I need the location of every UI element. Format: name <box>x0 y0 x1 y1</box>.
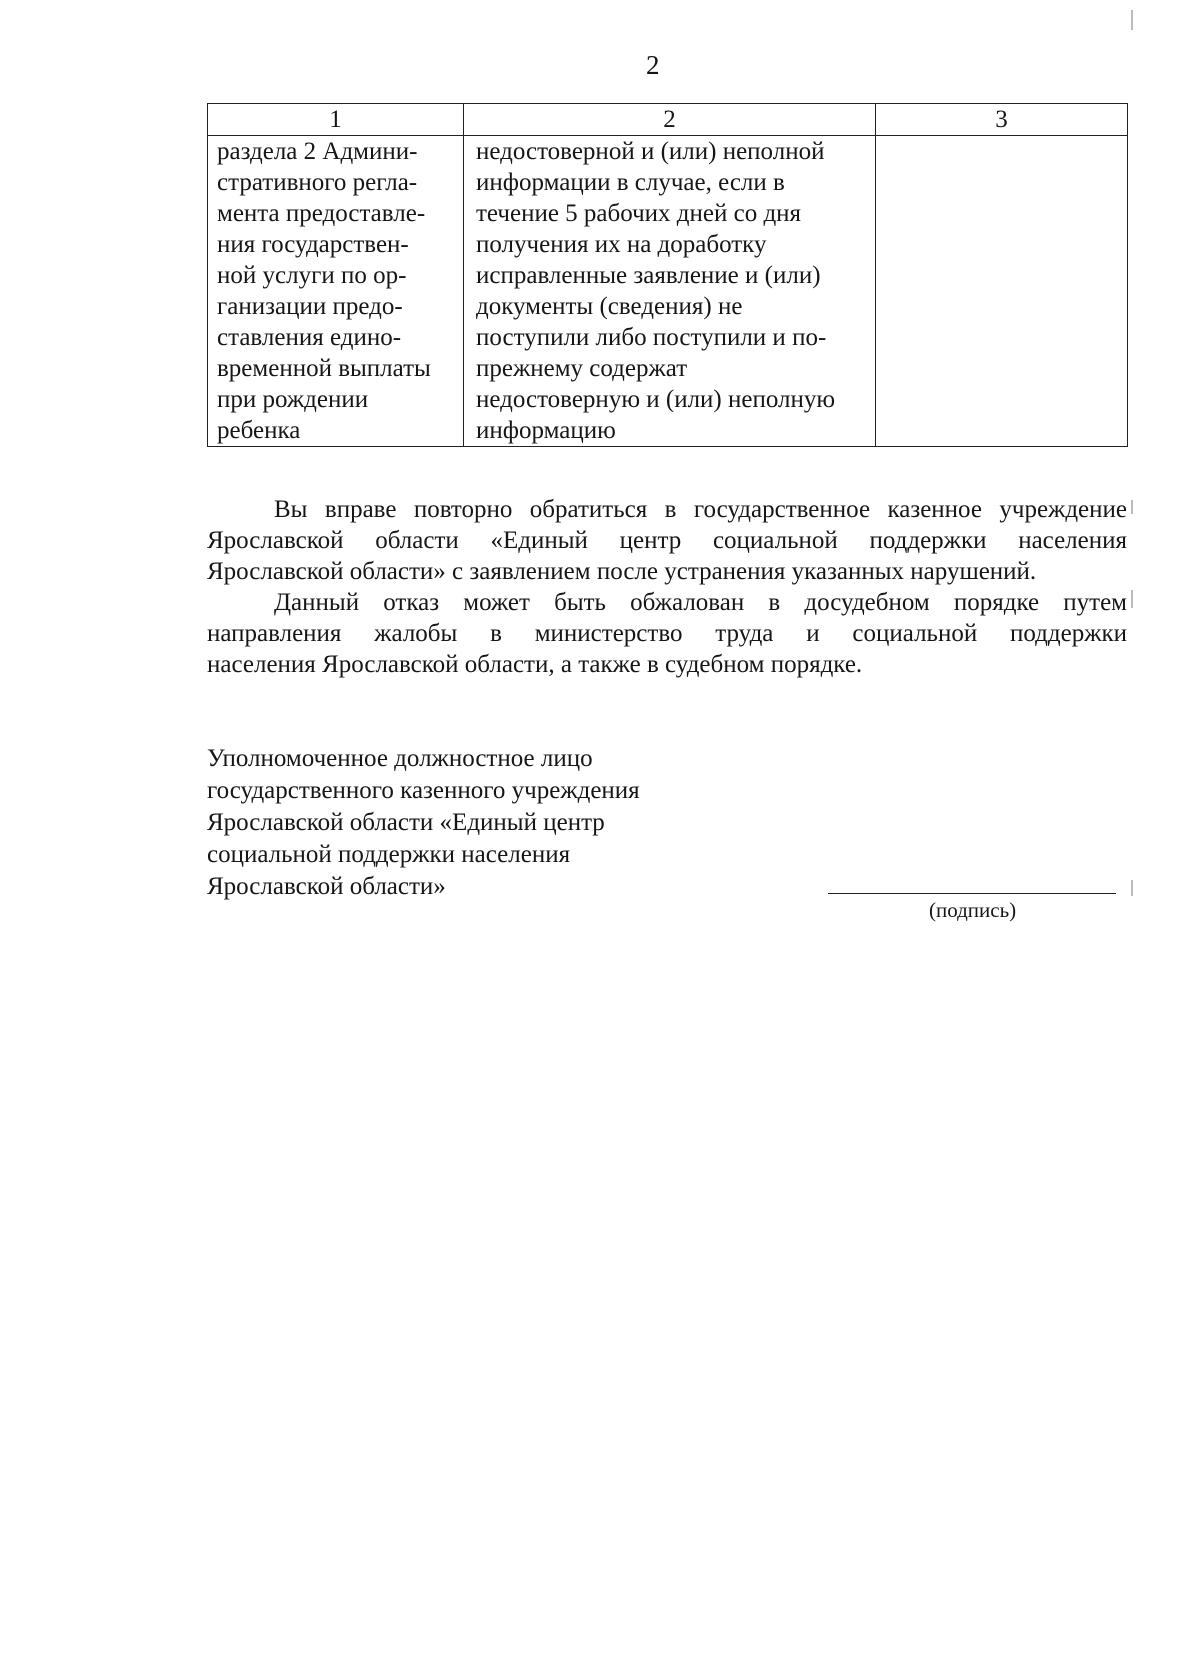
signature-line <box>828 893 1116 894</box>
table-cell-line: исправленные заявление и (или) <box>476 262 821 289</box>
signatory-line: Ярославской области» <box>207 873 446 900</box>
scan-edge-mark <box>1131 500 1133 514</box>
table-cell-line: поступили либо поступили и по- <box>476 324 827 351</box>
paragraph-line: населения Ярославской области, а также в судебном порядке. <box>207 651 863 678</box>
table-cell-line: ганизации предо- <box>217 293 403 320</box>
table-cell-line: раздела 2 Админи- <box>217 138 418 165</box>
table-cell-empty <box>876 136 1128 447</box>
table-cell-line: недостоверную и (или) неполную <box>476 386 836 413</box>
signatory-line: социальной поддержки населения <box>207 841 571 868</box>
table-cell-line: получения их на доработку <box>476 231 767 258</box>
table-cell-line: прежнему содержат <box>476 355 688 382</box>
table-cell-line: информацию <box>476 417 616 444</box>
scan-edge-mark <box>1131 590 1133 608</box>
table-cell-line: документы (сведения) не <box>476 293 743 320</box>
paragraph-appeal <box>207 587 1127 680</box>
table-cell-line: временной выплаты <box>217 355 431 382</box>
scan-edge-mark <box>1131 880 1133 896</box>
signatory-line: Ярославской области «Единый центр <box>207 809 605 836</box>
paragraph-reapply <box>207 494 1127 587</box>
signatory-block <box>207 743 640 903</box>
signatory-line: Уполномоченное должностное лицо <box>207 745 593 772</box>
paragraph-line: Данный отказ может быть обжалован в досудебном порядке путем <box>274 589 1127 616</box>
table-header-row <box>208 104 1128 136</box>
refusal-grounds-table <box>207 103 1128 447</box>
table-cell-line: недостоверной и (или) неполной <box>476 138 825 165</box>
table-cell-line: ребенка <box>217 417 301 444</box>
table-cell-line: ной услуги по ор- <box>217 262 407 289</box>
table-cell-line: при рождении <box>217 386 369 413</box>
table-header-col-2: 2 <box>464 104 876 136</box>
paragraph-line: Вы вправе повторно обратиться в государственное казенное учреждение <box>274 496 1127 523</box>
table-header-col-3: 3 <box>876 104 1128 136</box>
table-cell-line: ставления едино- <box>217 324 402 351</box>
paragraph-line: Ярославской области» с заявлением после устранения указанных нарушений. <box>207 558 1037 585</box>
signatory-line: государственного казенного учреждения <box>207 777 640 804</box>
table-cell-line: стративного регла- <box>217 169 418 196</box>
paragraph-line: Ярославской области «Единый центр социальной поддержки населения <box>207 527 1127 554</box>
scan-edge-mark <box>1131 10 1133 30</box>
table-row <box>208 136 1128 447</box>
table-cell-line: информации в случае, если в <box>476 169 785 196</box>
table-cell-line: ния государствен- <box>217 231 409 258</box>
table-header-col-1: 1 <box>208 104 464 136</box>
paragraph-line: направления жалобы в министерство труда и социальной поддержки <box>207 620 1127 647</box>
table-cell-line: течение 5 рабочих дней со дня <box>476 200 802 227</box>
signature-caption: (подпись) <box>929 898 1017 922</box>
page-number: 2 <box>646 50 660 80</box>
table-cell-legal-reference <box>208 136 464 447</box>
table-cell-line: мента предоставле- <box>217 200 426 227</box>
table-cell-refusal-reason <box>464 136 876 447</box>
